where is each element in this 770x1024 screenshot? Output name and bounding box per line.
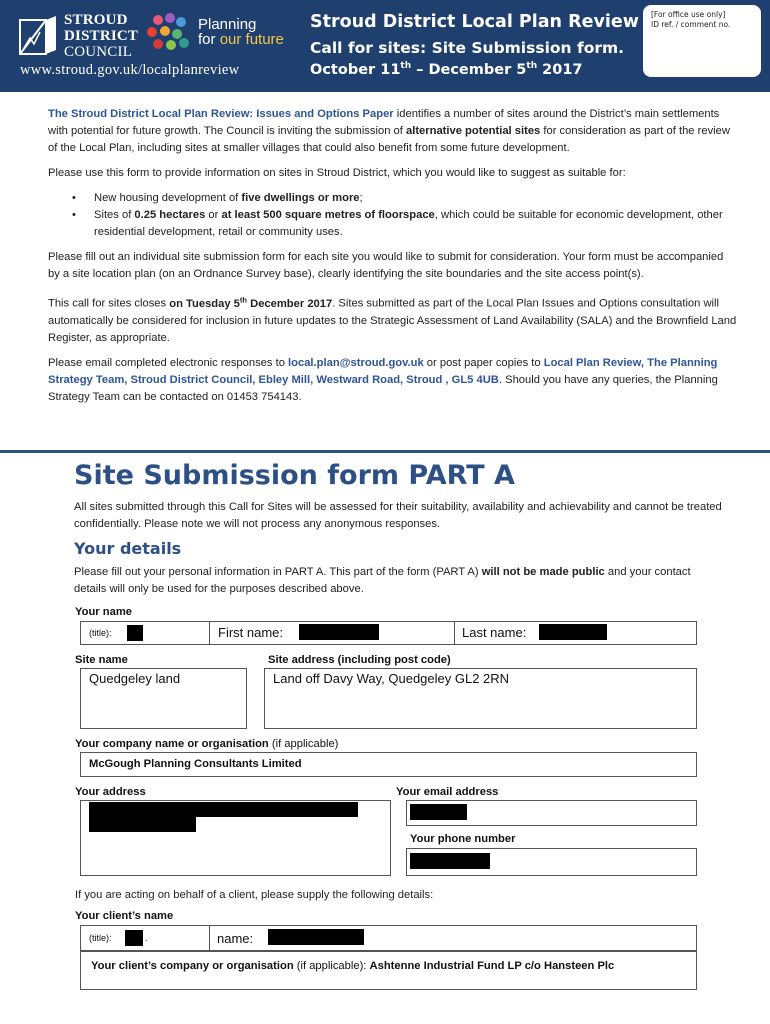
client-name-field-label: name: xyxy=(217,931,254,946)
company-field[interactable] xyxy=(80,752,697,777)
council-logo xyxy=(18,12,142,60)
redacted-address-line-2 xyxy=(89,817,196,832)
redacted-client-name xyxy=(268,929,364,945)
redacted-last-name xyxy=(539,624,607,640)
redacted-client-title xyxy=(125,930,143,946)
field-divider xyxy=(209,622,210,644)
client-title-suffix: . xyxy=(145,933,148,943)
list-item: • New housing development of five dwellings or more; xyxy=(72,190,738,207)
redacted-first-name xyxy=(299,624,379,640)
consultation-dates: October 11th – December 5th 2017 xyxy=(310,61,583,78)
planning-dots-icon xyxy=(144,12,194,56)
email-field[interactable] xyxy=(406,800,697,826)
postal-address: Local Plan Review, The Planning Strategy Team, Stroud District Council, Ebley Mill, Westward Road, Stroud , GL5 4UB xyxy=(48,356,718,386)
company-label: Your company name or organisation (if applicable) xyxy=(75,738,339,750)
page-title: Stroud District Local Plan Review xyxy=(310,12,639,32)
client-intro-text: If you are acting on behalf of a client, please supply the following details: xyxy=(75,889,434,901)
part-a-intro: All sites submitted through this Call for Sites will be assessed for their suitability, availability and achievability and cannot be treated confidentially. Please note we will not process any anonymous responses. xyxy=(74,501,722,530)
suitability-list xyxy=(72,190,738,241)
field-divider xyxy=(454,622,455,644)
intro-section xyxy=(48,106,738,414)
page-header xyxy=(0,0,770,92)
contact-email-link[interactable]: local.plan@stroud.gov.uk xyxy=(288,356,424,369)
intro-paragraph-4: This call for sites closes on Tuesday 5th December 2017. Sites submitted as part of the Local Plan Issues and Options consultation will automatically be considered for inclusion in future updates to the Strategic Assessment of Land Availability (SALA) and the Brownfield Land Register, as appropriate. xyxy=(48,295,737,344)
section-divider xyxy=(0,450,770,453)
email-label: Your email address xyxy=(396,786,499,798)
phone-label: Your phone number xyxy=(410,833,516,845)
part-a-title: Site Submission form PART A xyxy=(74,460,515,491)
client-company-field[interactable] xyxy=(80,951,697,990)
site-address-label: Site address (including post code) xyxy=(268,654,451,666)
title-label: (title): xyxy=(89,628,112,638)
phone-field[interactable] xyxy=(406,848,697,876)
council-crest-icon xyxy=(18,14,58,58)
last-name-label: Last name: xyxy=(462,625,527,640)
site-name-field[interactable] xyxy=(80,668,247,729)
client-name-field[interactable] xyxy=(80,925,697,951)
tagline-prefix: for xyxy=(198,31,220,48)
your-name-label: Your name xyxy=(75,606,132,618)
office-ref-label: ID ref. / comment no. xyxy=(651,20,731,29)
your-address-field[interactable] xyxy=(80,800,391,876)
field-divider xyxy=(209,926,210,950)
planning-tagline xyxy=(198,17,284,47)
redacted-address-line-1 xyxy=(89,802,358,817)
your-name-field[interactable] xyxy=(80,621,697,645)
your-details-text: Please fill out your personal information in PART A. This part of the form (PART A) will not be made public and your contact details will only be used for the purposes described above. xyxy=(74,566,691,595)
logo-line-2: DISTRICT xyxy=(64,28,139,44)
tagline-accent: our future xyxy=(219,31,284,48)
list-item: • Sites of 0.25 hectares or at least 500 square metres of floorspace, which could be suitable for economic development, other residential development, retail or community uses. xyxy=(72,207,738,241)
first-name-label: First name: xyxy=(218,625,284,640)
your-address-label: Your address xyxy=(75,786,146,798)
redacted-phone xyxy=(410,853,490,869)
your-details-heading: Your details xyxy=(74,539,182,558)
council-name xyxy=(64,12,138,60)
office-use-box xyxy=(643,5,761,77)
client-title-label: (title): xyxy=(89,933,112,943)
client-name-label: Your client’s name xyxy=(75,910,174,922)
company-value: McGough Planning Consultants Limited xyxy=(89,758,302,770)
redacted-title xyxy=(127,625,143,641)
redacted-email xyxy=(410,804,467,820)
intro-paragraph-3: Please fill out an individual site submission form for each site you would like to submit for consideration. Your form must be accompanied by a site location plan (on an Ordnance Survey base), clearly identifying the site boundaries and the site access point(s). xyxy=(48,251,724,280)
site-name-value: Quedgeley land xyxy=(89,671,181,686)
client-company-label: Your client’s company or organisation (if applicable): Ashtenne Industrial Fund LP c/o Hansteen Plc xyxy=(91,960,615,972)
tagline-line-1: Planning xyxy=(198,16,257,33)
intro-paragraph-2: Please use this form to provide information on sites in Stroud District, which you would like to suggest as suitable for: xyxy=(48,167,626,179)
site-name-label: Site name xyxy=(75,654,128,666)
site-address-value: Land off Davy Way, Quedgeley GL2 2RN xyxy=(273,671,510,686)
page-subtitle: Call for sites: Site Submission form. xyxy=(310,39,625,57)
logo-line-1: STROUD xyxy=(64,12,128,28)
intro-paragraph-5: Please email completed electronic responses to local.plan@stroud.gov.uk or post paper copies to Local Plan Review, The Planning Strategy Team, Stroud District Council, Ebley Mill, Westward Road, Stroud , GL5 4UB. Should you have any queries, the Planning Strategy Team can be contacted on 01453 754143. xyxy=(48,356,718,403)
logo-line-3: COUNCIL xyxy=(64,44,133,60)
website-url: www.stroud.gov.uk/localplanreview xyxy=(20,62,240,78)
site-address-field[interactable] xyxy=(264,668,697,729)
intro-paragraph-1: The Stroud District Local Plan Review: Issues and Options Paper identifies a number of sites around the District’s main settlements with potential for future growth. The Council is inviting the submission of alternative potential sites for consideration as part of the review of the Local Plan, including sites at smaller villages that could also benefit from some future development. xyxy=(48,108,730,154)
office-use-label: [For office use only] xyxy=(651,10,726,19)
